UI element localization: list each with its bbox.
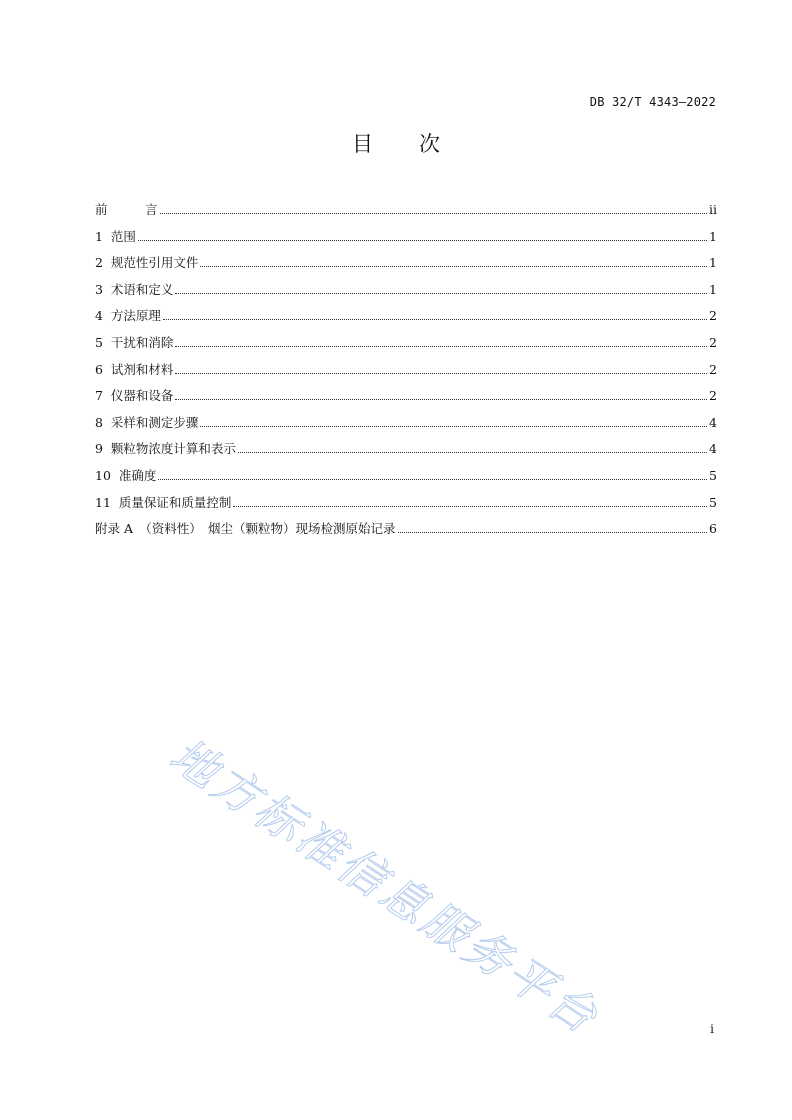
- watermark: 地方标准信息服务平台: [160, 727, 610, 1046]
- toc-leader-dots: [238, 452, 707, 453]
- toc-entry-accuracy[interactable]: [95, 466, 717, 493]
- toc-leader-dots: [200, 266, 707, 267]
- toc-entry-page: 2: [709, 388, 717, 404]
- toc-leader-dots: [175, 346, 707, 347]
- toc-entry-annex-a[interactable]: [95, 519, 717, 546]
- toc-entry-sampling[interactable]: [95, 413, 717, 440]
- toc-entry-label: 8 采样和测定步骤: [95, 414, 199, 430]
- toc-leader-dots: [200, 426, 707, 427]
- toc-entry-label: 3 术语和定义: [95, 281, 174, 297]
- toc-entry-label: 9 颗粒物浓度计算和表示: [95, 441, 236, 457]
- page-number: i: [710, 1022, 714, 1036]
- toc-leader-dots: [175, 293, 707, 294]
- toc-leader-dots: [158, 479, 707, 480]
- toc-entry-page: 6: [709, 521, 717, 537]
- toc-entry-page: 5: [709, 467, 717, 483]
- toc-leader-dots: [163, 319, 707, 320]
- toc-title: [0, 128, 792, 158]
- toc-entry-label: 1 范围: [95, 228, 136, 244]
- toc-entry-page: 2: [709, 361, 717, 377]
- toc-entry-quality-control[interactable]: [95, 493, 717, 520]
- toc-entry-calculation[interactable]: [95, 439, 717, 466]
- toc-entry-page: 1: [709, 255, 717, 271]
- toc-entry-apparatus[interactable]: [95, 386, 717, 413]
- toc-entry-label: 2 规范性引用文件: [95, 255, 199, 271]
- toc-entry-page: 1: [709, 228, 717, 244]
- toc-entry-page: 5: [709, 494, 717, 510]
- toc-entry-page: 2: [709, 308, 717, 324]
- toc-entry-label: 附录 A （资料性） 烟尘（颗粒物）现场检测原始记录: [95, 521, 396, 537]
- toc-entry-page: ii: [709, 202, 717, 217]
- toc-title-char-1: 目: [352, 132, 373, 156]
- toc-entry-normative-references[interactable]: [95, 253, 717, 280]
- toc-leader-dots: [233, 506, 707, 507]
- toc-entry-page: 1: [709, 281, 717, 297]
- toc-entry-foreword[interactable]: [95, 200, 717, 227]
- toc-entry-page: 4: [709, 441, 717, 457]
- toc-title-char-2: 次: [419, 132, 440, 156]
- toc-entry-interference[interactable]: [95, 333, 717, 360]
- toc-entry-label: 7 仪器和设备: [95, 388, 174, 404]
- table-of-contents: [95, 200, 717, 546]
- toc-leader-dots: [398, 532, 708, 533]
- toc-entry-label: 4 方法原理: [95, 308, 161, 324]
- toc-entry-reagents[interactable]: [95, 360, 717, 387]
- toc-entry-terms[interactable]: [95, 280, 717, 307]
- toc-entry-label: 5 干扰和消除: [95, 334, 174, 350]
- toc-entry-page: 2: [709, 334, 717, 350]
- toc-leader-dots: [138, 240, 707, 241]
- standard-code: DB 32/T 4343—2022: [589, 95, 716, 109]
- toc-entry-page: 4: [709, 414, 717, 430]
- toc-entry-scope[interactable]: [95, 227, 717, 254]
- toc-leader-dots: [175, 399, 707, 400]
- toc-leader-dots: [160, 213, 707, 214]
- toc-leader-dots: [175, 373, 707, 374]
- toc-entry-label: 前 言: [95, 202, 158, 217]
- toc-entry-label: 6 试剂和材料: [95, 361, 174, 377]
- toc-entry-label: 11 质量保证和质量控制: [95, 494, 232, 510]
- toc-entry-principle[interactable]: [95, 306, 717, 333]
- toc-entry-label: 10 准确度: [95, 467, 157, 483]
